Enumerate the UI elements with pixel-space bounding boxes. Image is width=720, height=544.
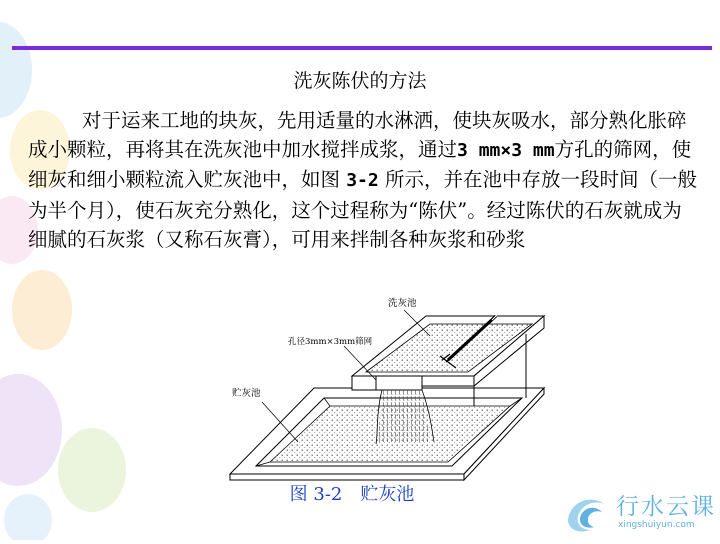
mesh-size: 3 mm×3 mm [457,140,555,162]
header-rule [12,46,712,50]
slide-title: 洗灰陈伏的方法 [293,70,427,92]
logo-icon [560,486,614,540]
paragraph-text-2: 方孔的筛网，使细灰和细小颗粒流入贮灰池中，如图 [28,138,692,192]
storage-pool-figure [226,294,552,484]
figure-reference: 3-2 [346,170,379,192]
paragraph-text-1: 对于运来工地的块灰，先用适量的水淋洒，使块灰吸水，部分熟化胀碎成小颗粒，再将其在洗灰池中加水搅拌成浆，通过 [28,109,687,162]
body-paragraph [28,106,698,254]
label-storage-pool: 贮灰池 [232,388,261,399]
label-washing-pool: 洗灰池 [388,298,417,309]
figure-caption: 图 3-2 贮灰池 [289,484,415,505]
label-sieve: 孔径3mm×3mm筛网 [288,337,373,347]
brand-logo [560,486,720,540]
paragraph-text-3: 所示，并在池中存放一段时间（一般为半个月），使石灰充分熟化，这个过程称为“陈伏”。经过陈伏的石灰就成为细腻的石灰浆（又称石灰膏），可用来拌制各种灰浆和砂浆 [28,168,697,251]
logo-name: 行水云课 [616,494,716,520]
logo-url: xingshuiyun.com [618,520,695,530]
